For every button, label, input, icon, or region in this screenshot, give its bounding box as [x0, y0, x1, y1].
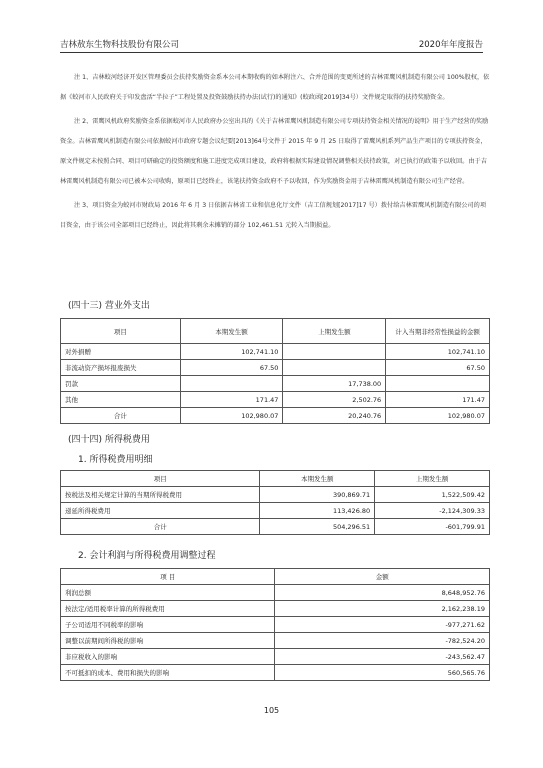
note-1: 注 1、吉林蛟河经济开发区管理委员会扶持奖励资金系本公司本期收购的如本附注六、合并范围的变更所述的吉林雷鹰风机制造有限公司 100%股权，依据《蛟河市人民政府关于印发盘活“半拉子”工程处置及投资鼓励扶持办法(试行)的通知》(蛟政函[2019]34号）文件规定取得的扶持奖励资金。: [60, 74, 490, 101]
cell-value: [386, 376, 490, 392]
cell-item: 非应税收入的影响: [61, 649, 275, 665]
cell-value: -782,524.20: [275, 633, 490, 649]
cell-value: -977,271.62: [275, 617, 490, 633]
cell-item: 对外捐赠: [61, 344, 181, 360]
cell-value: 171.47: [386, 392, 490, 408]
col-header: 项目: [61, 319, 181, 344]
table-header-row: [61, 319, 490, 344]
cell-item: 利润总额: [61, 585, 275, 601]
page-number: 105: [263, 706, 280, 715]
table-row: [61, 344, 490, 360]
cell-item: 调整以前期间所得税的影响: [61, 633, 275, 649]
col-header: 上期发生额: [375, 471, 490, 487]
note-3: 注 3、项目资金为蛟河市财政局 2016 年 6 月 3 日依据吉林省工业和信息化厅文件（吉工信规划[2017]17 号）拨付给吉林雷鹰风机制造有限公司的项目资金，由于该公司全部项目已经终止，因此将其剩余未摊销的部分 102,461.51 元转入当期损益。: [60, 202, 487, 229]
table-row: [61, 487, 490, 503]
table-header-row: [61, 569, 490, 585]
subsection-2-title: 2. 会计利润与所得税费用调整过程: [78, 551, 216, 561]
note-2: 注 2、雷鹰风机政府奖励资金系依据蛟河市人民政府办公室出具的《关于吉林雷鹰风机制造有限公司专项扶持资金相关情况的说明》用于生产经营的奖励资金。吉林雷鹰风机制造有限公司依据蛟河市政府专题会议纪要[2013]64号文件于 2015 年 9 月 25 日取得了雷鹰风机系列产品生产项目的专项扶持资金，原文件规定未按照合同、项目可研确定的投资额度和施工进度完成项目建设，政府将根据实际建设情况调整相关扶持政策，对已执行的政策予以收回。由于吉林雷鹰风机制造有限公司已被本公司收购，原项目已经终止，该笔扶持资金政府不予以收回，作为奖励资金用于吉林雷鹰风机制造有限公司生产经营。: [60, 118, 489, 185]
tax-reconciliation-table: [60, 568, 490, 681]
cell-value: 102,980.07: [386, 408, 490, 424]
cell-value: 102,980.07: [180, 408, 283, 424]
report-title: 2020年年度报告: [418, 40, 483, 50]
notes-block: [60, 68, 490, 240]
table-row: [61, 665, 490, 681]
cell-value: 2,162,238.19: [275, 601, 490, 617]
cell-value: 1,522,509.42: [375, 487, 490, 503]
cell-value: 113,426.80: [260, 503, 375, 519]
col-header: 本期发生额: [260, 471, 375, 487]
col-header: 计入当期非经常性损益的金额: [386, 319, 490, 344]
page-header: [60, 36, 483, 53]
col-header: 本期发生额: [180, 319, 283, 344]
col-header: 项 目: [61, 569, 275, 585]
table-row: [61, 633, 490, 649]
cell-value: 504,296.51: [260, 519, 375, 535]
section-43-title: (四十三) 营业外支出: [68, 301, 150, 311]
cell-value: [180, 376, 283, 392]
cell-item: 非流动资产损坏报废损失: [61, 360, 181, 376]
cell-item: 罚款: [61, 376, 181, 392]
cell-item: 按法定/适用税率计算的所得税费用: [61, 601, 275, 617]
cell-item: 递延所得税费用: [61, 503, 260, 519]
cell-value: 17,738.00: [283, 376, 386, 392]
cell-value: 102,741.10: [180, 344, 283, 360]
cell-value: 20,240.76: [283, 408, 386, 424]
cell-item: 合计: [61, 408, 181, 424]
cell-value: -601,799.91: [375, 519, 490, 535]
col-header: 项目: [61, 471, 260, 487]
cell-value: 67.50: [386, 360, 490, 376]
table-row: [61, 617, 490, 633]
cell-item: 其他: [61, 392, 181, 408]
table-row: [61, 376, 490, 392]
section-44-title: (四十四) 所得税费用: [68, 435, 150, 445]
subsection-1-title: 1. 所得税费用明细: [78, 455, 153, 465]
table-row: [61, 585, 490, 601]
table-header-row: [61, 471, 490, 487]
cell-value: 2,502.76: [283, 392, 386, 408]
cell-value: -2,124,309.33: [375, 503, 490, 519]
cell-item: 按税法及相关规定计算的当期所得税费用: [61, 487, 260, 503]
col-header: 金额: [275, 569, 490, 585]
table-total-row: [61, 519, 490, 535]
cell-value: 171.47: [180, 392, 283, 408]
non-operating-expense-table: [60, 318, 490, 424]
cell-value: 390,869.71: [260, 487, 375, 503]
table-row: [61, 649, 490, 665]
cell-value: 8,648,952.76: [275, 585, 490, 601]
cell-value: 67.50: [180, 360, 283, 376]
company-name: 吉林敖东生物科技股份有限公司: [60, 40, 180, 50]
table-row: [61, 360, 490, 376]
table-row: [61, 601, 490, 617]
col-header: 上期发生额: [283, 319, 386, 344]
cell-value: 560,565.76: [275, 665, 490, 681]
cell-item: 合计: [61, 519, 260, 535]
table-total-row: [61, 408, 490, 424]
table-row: [61, 503, 490, 519]
cell-value: -243,562.47: [275, 649, 490, 665]
income-tax-detail-table: [60, 470, 490, 535]
table-row: [61, 392, 490, 408]
cell-value: [283, 344, 386, 360]
cell-item: 子公司适用不同税率的影响: [61, 617, 275, 633]
cell-item: 不可抵扣的成本、费用和损失的影响: [61, 665, 275, 681]
cell-value: 102,741.10: [386, 344, 490, 360]
cell-value: [283, 360, 386, 376]
